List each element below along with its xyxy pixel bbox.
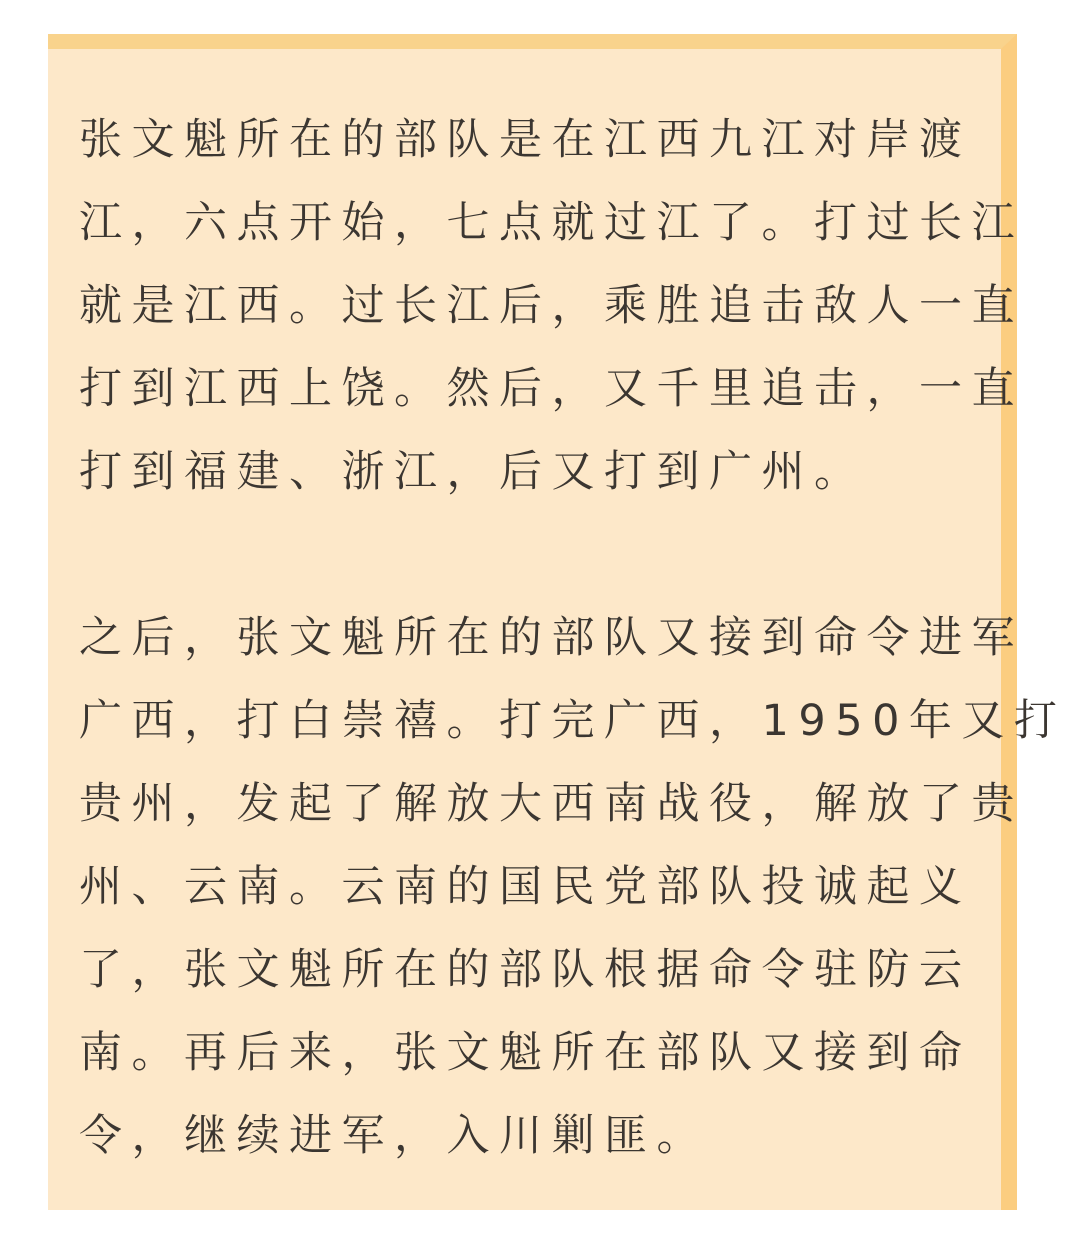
text-line: 南。再后来，张文魁所在部队又接到命 (79, 1028, 972, 1078)
text-line: 江，六点开始，七点就过江了。打过长江 (79, 198, 1024, 248)
text-line: 之后，张文魁所在的部队又接到命令进军 (79, 613, 1024, 663)
text-card (48, 34, 1067, 1210)
text-line: 州、云南。云南的国民党部队投诚起义 (79, 862, 972, 912)
text-line: 令，继续进军，入川剿匪。 (79, 1111, 709, 1161)
text-line: 打到江西上饶。然后，又千里追击，一直 (79, 364, 1024, 414)
text-line: 打到福建、浙江，后又打到广州。 (79, 447, 867, 497)
text-line: 广西，打白崇禧。打完广西，1950年又打 (79, 696, 1067, 746)
text-line: 张文魁所在的部队是在江西九江对岸渡 (79, 115, 972, 165)
text-line: 贵州，发起了解放大西南战役，解放了贵 (79, 779, 1024, 829)
paragraph-1 (79, 99, 1024, 514)
text-line: 就是江西。过长江后，乘胜追击敌人一直 (79, 281, 1024, 331)
paragraph-2 (79, 597, 1067, 1178)
text-line: 了，张文魁所在的部队根据命令驻防云 (79, 945, 972, 995)
